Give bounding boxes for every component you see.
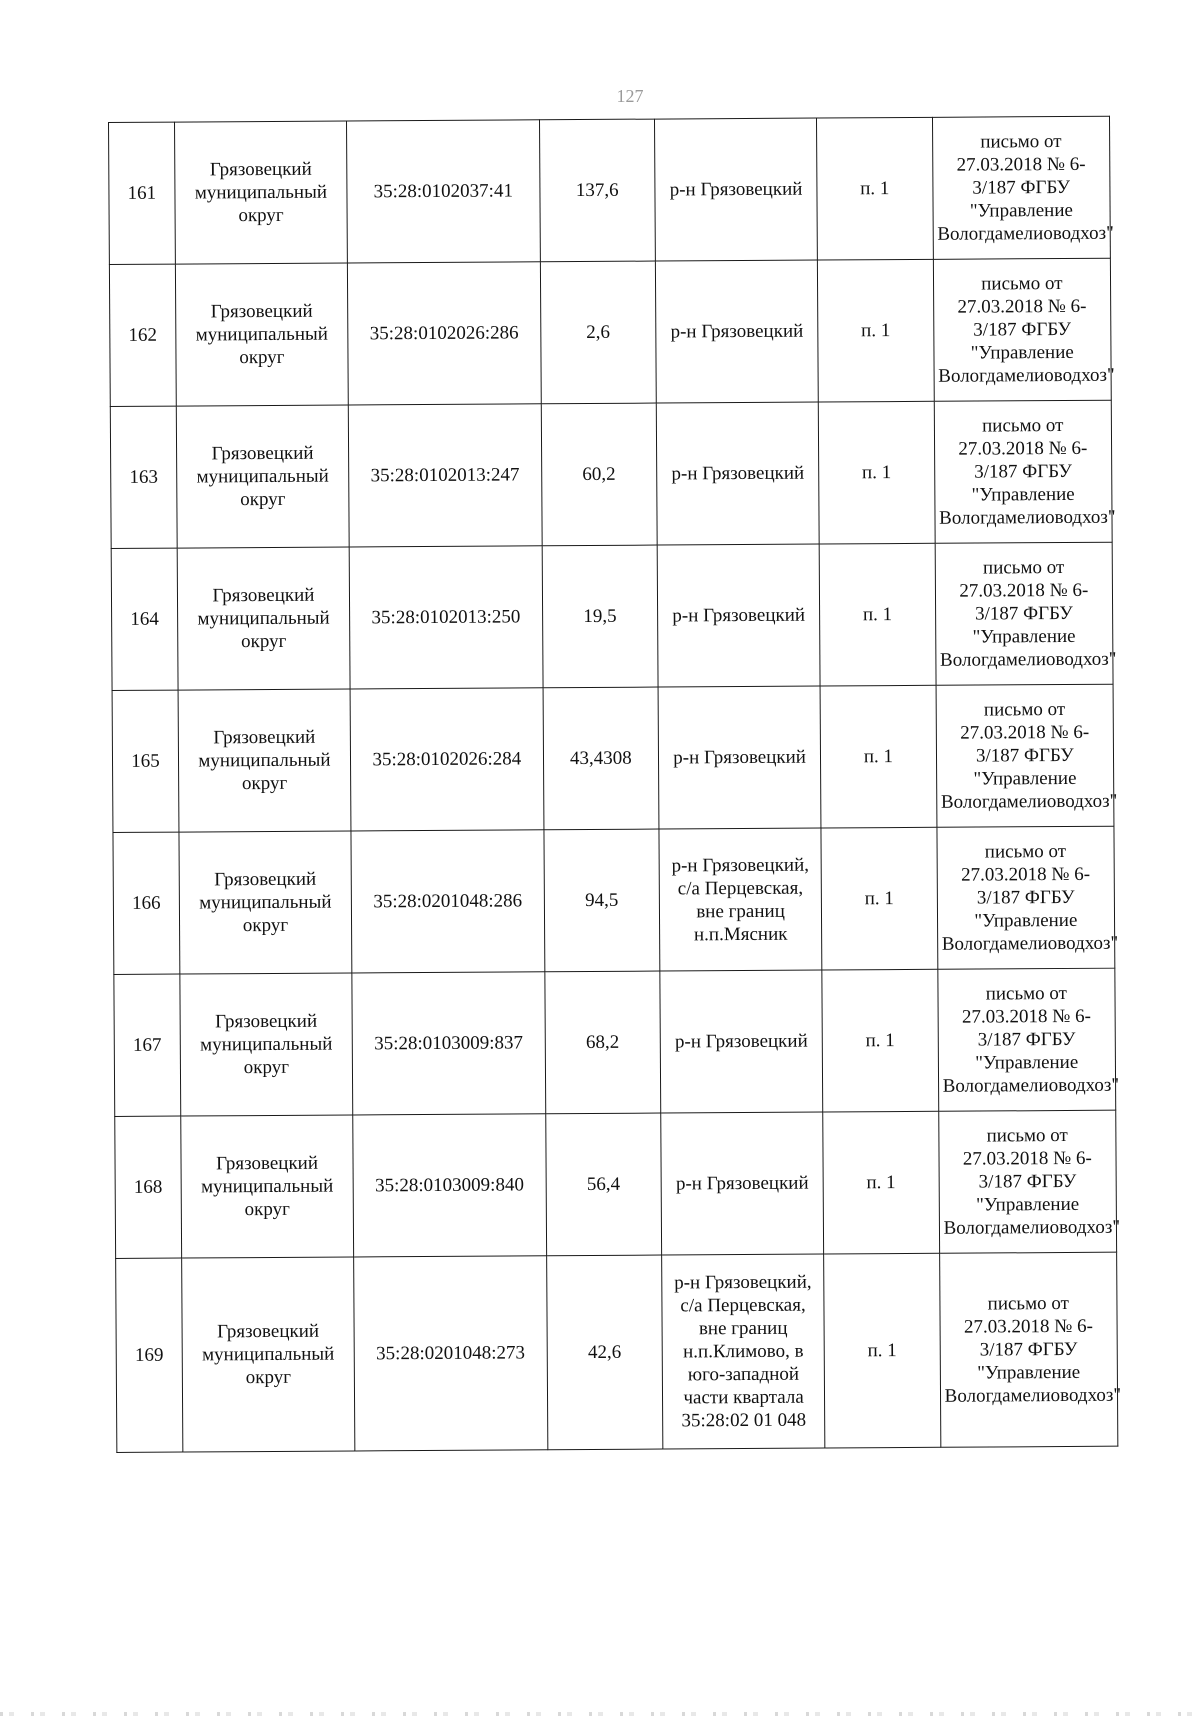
district-cell: Грязовецкий муниципальный округ — [174, 121, 347, 264]
basis-document-cell: письмо от 27.03.2018 № 6-3/187 ФГБУ "Управление Вологдамелиоводхоз" — [938, 1110, 1116, 1253]
clause-cell: п. 1 — [821, 827, 937, 970]
cadastral-number-cell: 35:28:0102013:247 — [348, 404, 541, 547]
district-cell: Грязовецкий муниципальный округ — [177, 547, 350, 690]
row-number-cell: 166 — [113, 832, 180, 974]
location-cell: р-н Грязовецкий — [656, 402, 819, 545]
row-number-cell: 161 — [109, 122, 176, 264]
district-cell: Грязовецкий муниципальный округ — [176, 405, 349, 548]
clause-cell: п. 1 — [818, 401, 934, 544]
clause-cell: п. 1 — [824, 1253, 941, 1448]
district-cell: Грязовецкий муниципальный округ — [180, 973, 353, 1116]
basis-document-cell: письмо от 27.03.2018 № 6-3/187 ФГБУ "Управление Вологдамелиоводхоз" — [935, 542, 1113, 685]
row-number-cell: 168 — [115, 1116, 182, 1258]
table-row — [110, 400, 1112, 548]
cadastral-number-cell: 35:28:0103009:837 — [352, 972, 545, 1115]
location-cell: р-н Грязовецкий, с/а Перцевская, вне границ н.п.Климово, в юго-западной части квартала 35:28:02 01 048 — [662, 1254, 825, 1449]
location-cell: р-н Грязовецкий — [658, 686, 821, 829]
clause-cell: п. 1 — [818, 259, 934, 402]
table-row — [109, 116, 1111, 264]
clause-cell: п. 1 — [823, 1111, 939, 1254]
location-cell: р-н Грязовецкий, с/а Перцевская, вне границ н.п.Мясник — [659, 828, 822, 971]
cadastral-number-cell: 35:28:0201048:273 — [354, 1256, 548, 1451]
clause-cell: п. 1 — [820, 685, 936, 828]
basis-document-cell: письмо от 27.03.2018 № 6-3/187 ФГБУ "Управление Вологдамелиоводхоз" — [933, 258, 1111, 401]
land-plot-registry-table — [108, 116, 1122, 1453]
area-cell: 60,2 — [541, 403, 657, 546]
location-cell: р-н Грязовецкий — [660, 970, 823, 1113]
basis-document-cell: письмо от 27.03.2018 № 6-3/187 ФГБУ "Управление Вологдамелиоводхоз" — [937, 826, 1115, 969]
scan-noise-strip — [0, 1712, 1200, 1716]
cadastral-number-cell: 35:28:0201048:286 — [351, 830, 544, 973]
location-cell: р-н Грязовецкий — [661, 1112, 824, 1255]
row-number-cell: 167 — [114, 974, 181, 1116]
district-cell: Грязовецкий муниципальный округ — [175, 263, 348, 406]
row-number-cell: 162 — [109, 264, 176, 406]
cadastral-number-cell: 35:28:0102037:41 — [347, 120, 540, 263]
table-row — [116, 1252, 1118, 1452]
row-number-cell: 163 — [110, 406, 177, 548]
area-cell: 94,5 — [544, 829, 660, 972]
location-cell: р-н Грязовецкий — [655, 260, 818, 403]
district-cell: Грязовецкий муниципальный округ — [178, 689, 351, 832]
location-cell: р-н Грязовецкий — [657, 544, 820, 687]
table-row — [109, 258, 1111, 406]
basis-document-cell: письмо от 27.03.2018 № 6-3/187 ФГБУ "Управление Вологдамелиоводхоз" — [937, 968, 1115, 1111]
district-cell: Грязовецкий муниципальный округ — [179, 831, 352, 974]
table-row — [111, 542, 1113, 690]
area-cell: 56,4 — [545, 1113, 661, 1256]
cadastral-number-cell: 35:28:0102026:286 — [347, 262, 540, 405]
area-cell: 137,6 — [539, 119, 655, 262]
area-cell: 43,4308 — [543, 687, 659, 830]
district-cell: Грязовецкий муниципальный округ — [181, 1115, 354, 1258]
clause-cell: п. 1 — [819, 543, 935, 686]
area-cell: 68,2 — [544, 971, 660, 1114]
basis-document-cell: письмо от 27.03.2018 № 6-3/187 ФГБУ "Управление Вологдамелиоводхоз" — [939, 1252, 1118, 1447]
location-cell: р-н Грязовецкий — [655, 118, 818, 261]
area-cell: 19,5 — [542, 545, 658, 688]
clause-cell: п. 1 — [822, 969, 938, 1112]
row-number-cell: 165 — [112, 690, 179, 832]
page-number: 127 — [616, 86, 644, 106]
cadastral-number-cell: 35:28:0102013:250 — [349, 546, 542, 689]
area-cell: 2,6 — [540, 261, 656, 404]
table-row — [114, 968, 1116, 1116]
basis-document-cell: письмо от 27.03.2018 № 6-3/187 ФГБУ "Управление Вологдамелиоводхоз" — [932, 116, 1110, 259]
row-number-cell: 169 — [116, 1258, 183, 1452]
table-row — [112, 684, 1114, 832]
district-cell: Грязовецкий муниципальный округ — [181, 1257, 354, 1452]
clause-cell: п. 1 — [817, 117, 933, 260]
table-row — [113, 826, 1115, 974]
area-cell: 42,6 — [546, 1255, 663, 1450]
row-number-cell: 164 — [111, 548, 178, 690]
table-row — [115, 1110, 1117, 1258]
cadastral-number-cell: 35:28:0102026:284 — [350, 688, 543, 831]
cadastral-number-cell: 35:28:0103009:840 — [353, 1114, 546, 1257]
basis-document-cell: письмо от 27.03.2018 № 6-3/187 ФГБУ "Управление Вологдамелиоводхоз" — [936, 684, 1114, 827]
basis-document-cell: письмо от 27.03.2018 № 6-3/187 ФГБУ "Управление Вологдамелиоводхоз" — [934, 400, 1112, 543]
